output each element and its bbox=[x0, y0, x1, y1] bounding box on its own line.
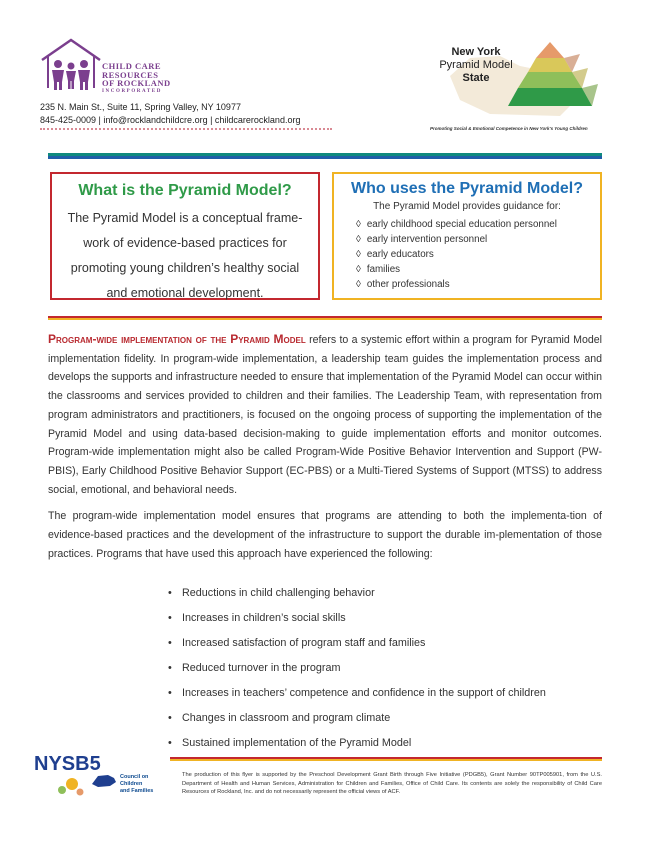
diamond-icon: ◊ bbox=[356, 219, 361, 230]
section-divider bbox=[170, 757, 602, 761]
what-is-box bbox=[50, 172, 320, 300]
org-name-line: OF ROCKLAND bbox=[102, 78, 171, 88]
diamond-icon: ◊ bbox=[356, 249, 361, 260]
list-item: • Increases in children’s social skills bbox=[168, 609, 546, 634]
pyramid-model-logo bbox=[430, 36, 630, 132]
who-uses-intro: The Pyramid Model provides guidance for: bbox=[373, 201, 561, 212]
council-line: and Families bbox=[120, 788, 154, 794]
list-item: • Changes in classroom and program climate bbox=[168, 709, 546, 734]
what-is-body: The Pyramid Model is a conceptual frame-work of evidence-based practices for promoting young children’s healthy social and emotional development. bbox=[67, 211, 303, 300]
diamond-icon: ◊ bbox=[356, 264, 361, 275]
org-name-line: RESOURCES bbox=[102, 69, 159, 80]
list-item: • Reductions in child challenging behavior bbox=[168, 584, 546, 609]
nysb5-icon bbox=[32, 750, 101, 798]
council-name bbox=[120, 774, 160, 795]
list-item-label: early intervention personnel bbox=[366, 234, 488, 245]
list-item-label: early educators bbox=[366, 249, 434, 260]
diamond-icon: ◊ bbox=[356, 234, 361, 245]
pyramid-model-title bbox=[438, 46, 514, 85]
list-item: • Reduced turnover in the program bbox=[168, 659, 546, 684]
list-item: • Increased satisfaction of program staff and families bbox=[168, 634, 546, 659]
list-item bbox=[356, 262, 600, 277]
org-name-line: CHILD CARE bbox=[102, 61, 162, 71]
address-line: 235 N. Main St., Suite 11, Spring Valley, NY 10977 bbox=[40, 102, 241, 112]
lead-phrase: Program-wide implementation of the Pyramid Model bbox=[48, 332, 306, 346]
nysb5-text: NYSB5 bbox=[34, 753, 101, 775]
outcomes-list bbox=[168, 584, 546, 759]
list-item: • Sustained implementation of the Pyramid Model bbox=[168, 734, 546, 759]
paragraph-text: refers to a systemic effort within a program for Pyramid Model implementation fidelity. In program-wide implementation, a leadership team guides the implementation process and develops the supports and infrastructure needed to ensure that implementation of the Pyramid Model can occur within the classrooms and services provided to children and their families. The Leadership Team, with representation from program administrators and practitioners, is focused on the ongoing process of supporting the implementation of the Pyramid Model and using data-based decision-making to guide implementation efforts and monitor outcomes. Program-wide implementation might also be called Program-Wide Positive Behavior Intervention and Support (PW-PBIS), Early Childhood Positive Behavior Support (EC-PBS) or a Multi-Tiered Systems of Support (MTSS) to address social, emotional, and behavioral needs. bbox=[48, 334, 602, 496]
list-item-label: families bbox=[366, 264, 401, 275]
pyramid-model-tagline: Promoting Social & Emotional Competence in New York's Young Children bbox=[430, 126, 588, 131]
what-is-title: What is the Pyramid Model? bbox=[78, 182, 292, 199]
logo-line: New York bbox=[451, 46, 501, 58]
ny-state-icon bbox=[90, 772, 118, 790]
section-divider bbox=[48, 316, 602, 320]
diamond-icon: ◊ bbox=[356, 279, 361, 290]
contact-block bbox=[40, 101, 300, 127]
house-family-icon bbox=[40, 36, 102, 94]
dotted-divider bbox=[40, 128, 332, 130]
who-uses-title: Who uses the Pyramid Model? bbox=[350, 180, 584, 197]
paragraph: The program-wide implementation model ensures that programs are attending to both the implementa-tion of evidence-based practices and the development of the infrastructure to support the durable im-plementation of those practices. Programs that have used this approach have experienced the following: bbox=[48, 510, 602, 560]
logo-line: State bbox=[462, 72, 490, 84]
list-item: • Increases in teachers’ competence and confidence in the support of children bbox=[168, 684, 546, 709]
org-logo bbox=[40, 36, 200, 96]
council-line: Council on Children bbox=[120, 774, 149, 787]
nysb5-logo bbox=[32, 750, 101, 798]
who-uses-box bbox=[332, 172, 602, 300]
contact-line: 845-425-0009 | info@rocklandchildcre.org | childcarerockland.org bbox=[40, 115, 301, 125]
paragraph bbox=[48, 330, 602, 499]
list-item bbox=[356, 247, 600, 262]
list-item bbox=[356, 232, 600, 247]
main-body bbox=[48, 330, 602, 571]
funding-disclaimer: The production of this flyer is supported by the Preschool Development Grant Birth through Five Initiative (PDGB5), Grant Number 90TP005901, from the U.S. Department of Health and Human Services, Administration for Children and Families, Office of Child Care. Its contents are solely the responsibility of Child Care Resources of Rockland, Inc. and do not necessarily represent the official views of ACF. bbox=[182, 772, 602, 796]
list-item bbox=[356, 217, 600, 232]
list-item-label: other professionals bbox=[366, 279, 450, 290]
section-divider bbox=[48, 153, 602, 159]
logo-line: Pyramid Model bbox=[439, 59, 513, 71]
council-logo bbox=[90, 772, 160, 792]
who-uses-list bbox=[356, 217, 600, 292]
list-item-label: early childhood special education personnel bbox=[366, 219, 557, 230]
org-name bbox=[102, 62, 171, 96]
org-incorporated: INCORPORATED bbox=[102, 88, 162, 94]
list-item bbox=[356, 277, 600, 292]
